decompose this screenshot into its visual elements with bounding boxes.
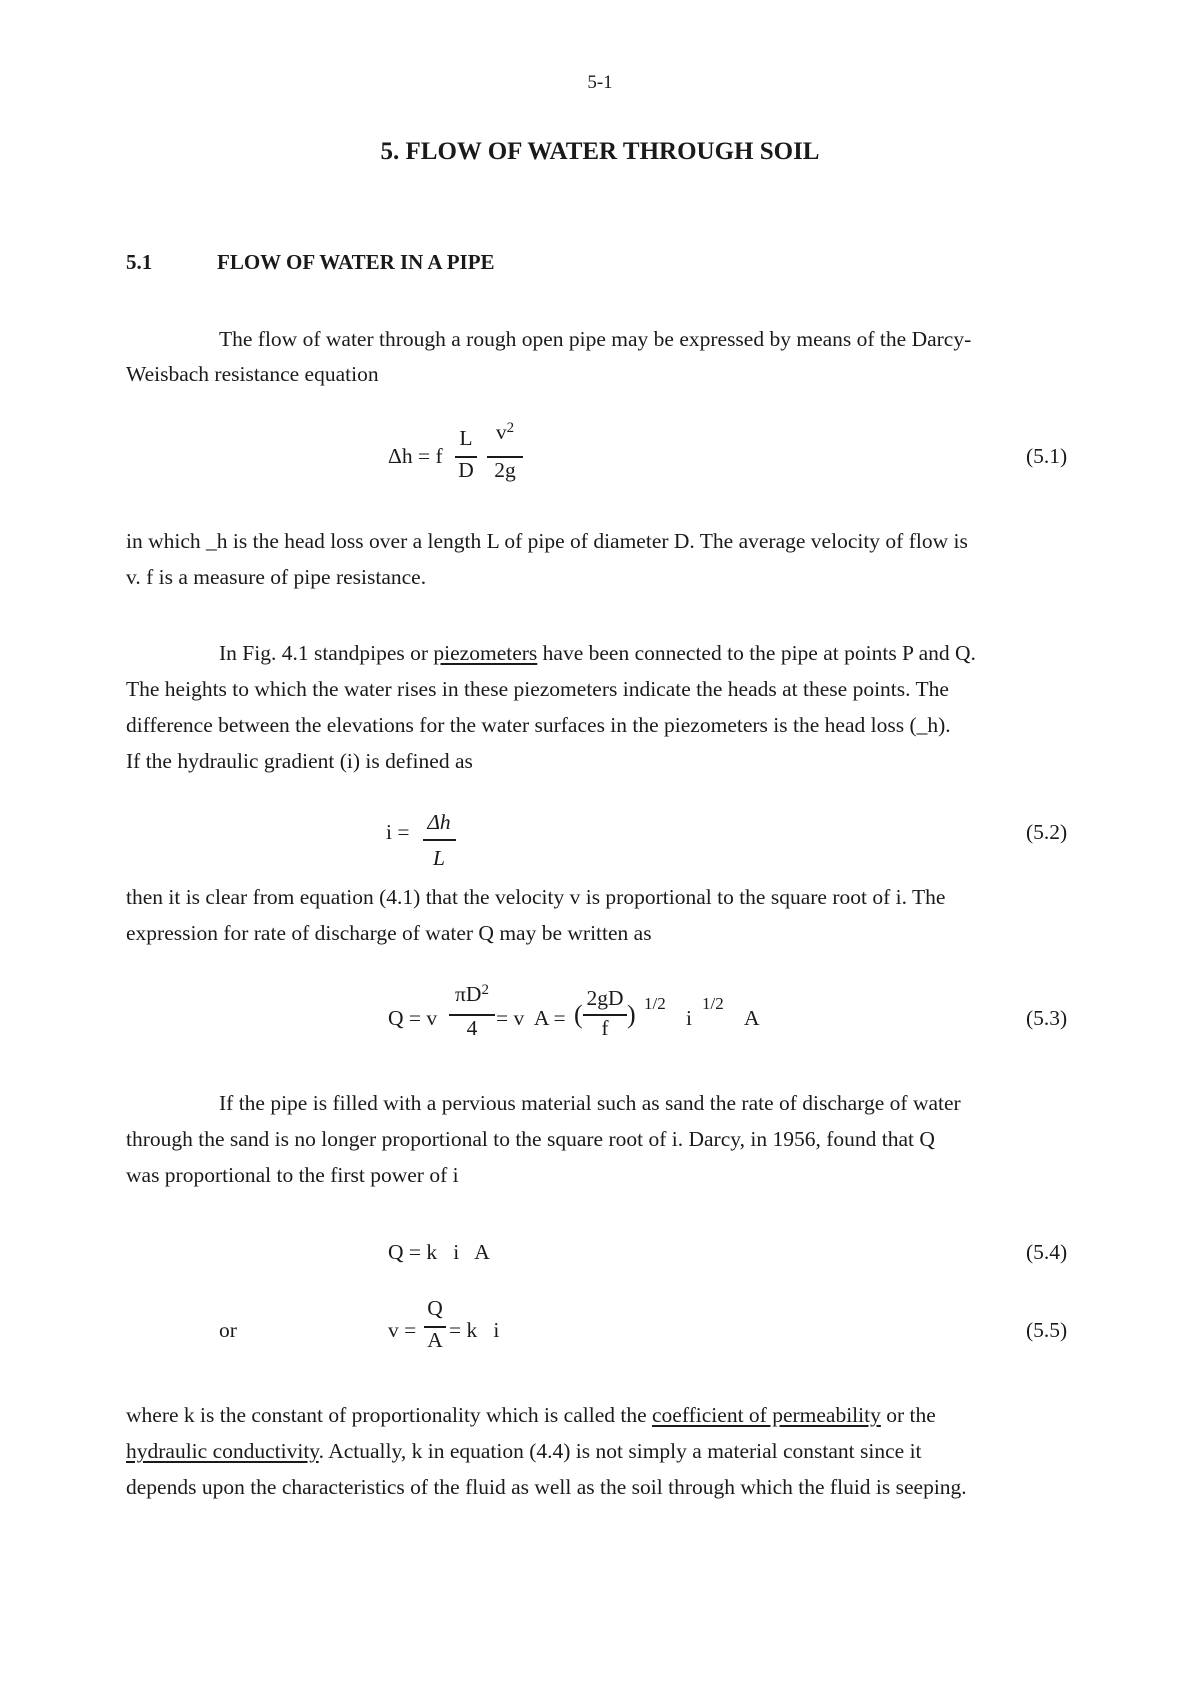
chapter-title: 5. FLOW OF WATER THROUGH SOIL — [380, 138, 820, 165]
text-run: . Actually, k in equation (4.4) is not simply a material constant since it — [318, 1439, 922, 1463]
page-number: 5-1 — [587, 72, 613, 93]
exponent: 2 — [481, 982, 489, 998]
text-run: where k is the constant of proportionality which is called the — [126, 1403, 653, 1427]
pi-d-term: πD — [455, 982, 482, 1006]
section-title: FLOW OF WATER IN A PIPE — [217, 250, 495, 274]
equation-rhs: = k i — [449, 1318, 500, 1342]
fraction-numerator — [487, 420, 523, 445]
fraction-denominator: f — [601, 1016, 609, 1040]
fraction-denominator: 2g — [494, 458, 516, 482]
fraction-numerator — [448, 982, 496, 1007]
equation-middle: = v A = — [496, 1006, 572, 1030]
exponent: 2 — [506, 420, 515, 436]
fraction-denominator: D — [458, 458, 474, 482]
text-line: in which _h is the head loss over a length L of pipe of diameter D. The average velocity of flow is — [126, 529, 968, 553]
equation-number: (5.3) — [1026, 1006, 1068, 1030]
equation-lhs: Δh = f — [388, 444, 443, 468]
text-line: difference between the elevations for the water surfaces in the piezometers is the head loss (_h). — [126, 713, 951, 737]
text-line — [126, 1438, 922, 1464]
text-line: through the sand is no longer proportional to the square root of i. Darcy, in 1956, found that Q — [126, 1127, 935, 1151]
equation-lhs: Q = v — [388, 1006, 438, 1030]
fraction-denominator: L — [433, 846, 445, 870]
fraction-bar — [423, 839, 456, 841]
section-number: 5.1 — [126, 250, 153, 274]
equation-number: (5.5) — [1026, 1318, 1068, 1342]
text-line: The flow of water through a rough open pipe may be expressed by means of the Darcy- — [219, 327, 972, 351]
text-line: v. f is a measure of pipe resistance. — [126, 565, 427, 589]
fraction-numerator: 2gD — [586, 986, 624, 1010]
text-run: have been connected to the pipe at points P and Q. — [537, 641, 976, 665]
equation-lhs: i = — [386, 820, 410, 844]
term-coefficient-of-permeability: coefficient of permeability — [652, 1403, 881, 1427]
fraction-numerator: Q — [427, 1296, 443, 1320]
area-symbol: A — [744, 1006, 760, 1030]
text-line — [126, 1402, 936, 1428]
term-hydraulic-conductivity: hydraulic conductivity — [126, 1439, 319, 1463]
equation-number: (5.1) — [1026, 444, 1068, 468]
gradient-symbol: i — [686, 1006, 692, 1030]
fraction-numerator: L — [459, 426, 473, 450]
fraction-numerator: Δh — [427, 810, 451, 834]
text-line — [219, 640, 976, 666]
text-line: Weisbach resistance equation — [126, 362, 379, 386]
fraction-denominator: 4 — [466, 1016, 478, 1040]
equation-number: (5.4) — [1026, 1240, 1068, 1264]
equation-number: (5.2) — [1026, 820, 1068, 844]
text-line: then it is clear from equation (4.1) that the velocity v is proportional to the square root of i. The — [126, 885, 946, 909]
term-piezometers: piezometers — [433, 641, 538, 665]
exponent: 1/2 — [644, 994, 666, 1013]
left-paren: ( — [574, 1000, 583, 1029]
text-line: was proportional to the first power of i — [126, 1163, 459, 1187]
fraction-denominator: A — [427, 1328, 443, 1352]
text-line: The heights to which the water rises in these piezometers indicate the heads at these points. The — [126, 677, 949, 701]
text-line: depends upon the characteristics of the fluid as well as the soil through which the fluid is seeping. — [126, 1475, 967, 1499]
text-run: In Fig. 4.1 standpipes or — [219, 641, 434, 665]
velocity-symbol: v — [495, 420, 507, 444]
equation-expression: Q = k i A — [388, 1240, 490, 1264]
text-run: or the — [880, 1403, 936, 1427]
or-label: or — [219, 1318, 237, 1342]
text-line: If the pipe is filled with a pervious material such as sand the rate of discharge of water — [219, 1091, 961, 1115]
right-paren: ) — [627, 1000, 636, 1029]
exponent: 1/2 — [702, 994, 724, 1013]
equation-lhs: v = — [388, 1318, 417, 1342]
text-line: If the hydraulic gradient (i) is defined as — [126, 749, 473, 773]
text-line: expression for rate of discharge of water Q may be written as — [126, 921, 652, 945]
